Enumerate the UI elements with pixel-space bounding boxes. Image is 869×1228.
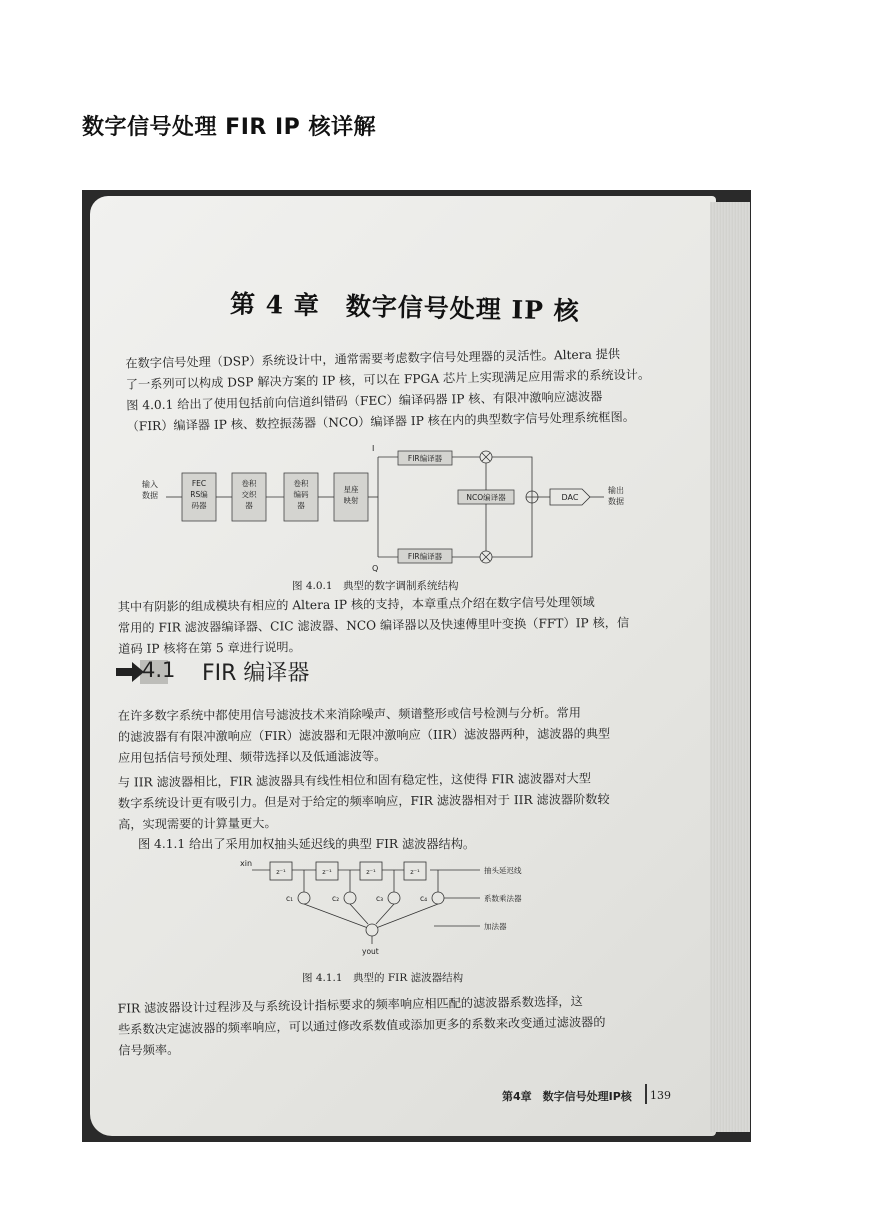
text-line: 与 IIR 滤波器相比，FIR 滤波器具有线性相位和固有稳定性，这使得 FIR 滤波器对大型 [117,771,591,790]
footer-divider [645,1084,647,1104]
conv-encoder-label: 卷积 [293,479,309,488]
text-line: 在数字信号处理（DSP）系统设计中，通常需要考虑数字信号处理器的灵活性。Altera 提供 [125,347,621,371]
multiplier [432,892,444,904]
section-number: 4.1 [142,658,176,682]
page-number: 139 [650,1089,671,1102]
book-photo [82,190,751,1142]
conv-encoder-label: 器 [297,501,305,510]
conv-encoder-label: 编码 [293,490,309,499]
intro-paragraph [125,342,707,437]
section-title: FIR 编译器 [202,661,310,686]
text-line: 高，实现需要的计算量更大。 [118,816,277,832]
input-label: 输入 [142,480,158,489]
tap-delay-label: 抽头延迟线 [484,866,522,875]
text-line: 的滤波器有有限冲激响应（FIR）滤波器和无限冲激响应（IIR）滤波器两种，滤波器的典型 [117,726,611,745]
delay-label: z⁻¹ [366,868,376,876]
coeff-label: c₂ [332,894,340,903]
paragraph-3 [118,702,708,769]
fir-bottom-label: FIR编译器 [407,552,443,561]
output-label: 数据 [608,497,624,506]
document-title: 数字信号处理 FIR IP 核详解 [82,115,376,140]
paragraph-2 [118,591,709,660]
mapper-label: 星座 [343,485,359,494]
chapter-title: 第 4 章 数字信号处理 IP 核 [229,289,580,326]
multiplier-label: 系数乘法器 [484,894,522,903]
fec-label: RS编 [190,490,208,499]
paragraph-4 [118,767,709,835]
text-line: 数字系统设计更有吸引力。但是对于给定的频率响应，FIR 滤波器相对于 IIR 滤波器阶数较 [117,792,610,811]
multiplier [344,892,356,904]
interleaver-label: 交织 [241,490,257,499]
dac-label: DAC [561,493,579,502]
fec-label: 码器 [191,501,207,510]
text-line: 常用的 FIR 滤波器编译器、CIC 滤波器、NCO 编译器以及快速傅里叶变换（FFT）IP 核，信 [117,615,630,636]
figure-caption: 图 4.0.1 典型的数字调制系统结构 [292,580,459,592]
i-label: I [372,444,375,453]
text-line: FIR 滤波器设计过程涉及与系统设计指标要求的频率响应相匹配的滤波器系数选择，这 [117,994,583,1016]
delay-label: z⁻¹ [322,868,332,876]
interleaver-label: 卷积 [241,479,257,488]
mapper-label: 映射 [343,496,359,505]
modulation-block-diagram [120,444,680,573]
coeff-label: c₁ [286,894,294,903]
adder [366,924,378,936]
interleaver-label: 器 [245,501,253,510]
paragraph-6 [118,989,713,1061]
adder-label: 加法器 [484,922,507,931]
xin-label: xin [240,859,253,868]
multiplier [298,892,310,904]
text-line: 了一系列可以构成 DSP 解决方案的 IP 核，可以在 FPGA 芯片上实现满足应用需求的系统设计。 [125,367,651,392]
page-edges [710,202,750,1132]
coeff-label: c₄ [420,894,428,903]
book-page [90,196,716,1136]
delay-label: z⁻¹ [276,868,286,876]
nco-label: NCO编译器 [466,493,506,502]
multiplier [388,892,400,904]
input-label: 数据 [142,491,158,500]
running-footer: 第4章 数字信号处理IP核 [502,1090,632,1103]
text-line: 应用包括信号预处理、频带选择以及低通滤波等。 [118,749,387,766]
fir-top-label: FIR编译器 [407,454,443,463]
text-line: 其中有阴影的组成模块有相应的 Altera IP 核的支持，本章重点介绍在数字信号处理领域 [117,595,595,615]
text-line: 在许多数字系统中都使用信号滤波技术来消除噪声、频谱整形或信号检测与分析。常用 [117,705,582,724]
text-line: 些系数决定滤波器的频率响应，可以通过修改系数值或添加更多的系数来改变通过滤波器的 [117,1015,606,1037]
paragraph-5: 图 4.1.1 给出了采用加权抽头延迟线的典型 FIR 滤波器结构。 [138,837,476,851]
text-line: 道码 IP 核将在第 5 章进行说明。 [118,640,301,657]
figure-caption: 图 4.1.1 典型的 FIR 滤波器结构 [302,972,464,984]
text-line: 图 4.0.1 给出了使用包括前向信道纠错码（FEC）编译码器 IP 核、有限冲激响应滤波器 [126,389,603,413]
fec-label: FEC [191,479,207,488]
output-label: 输出 [608,486,624,495]
text-line: （FIR）编译器 IP 核、数控振荡器（NCO）编译器 IP 核在内的典型数字信号处理系统框图。 [126,409,636,434]
yout-label: yout [362,947,379,956]
q-label: Q [372,564,379,573]
delay-label: z⁻¹ [410,868,420,876]
text-line: 信号频率。 [118,1042,180,1058]
coeff-label: c₃ [376,894,384,903]
fir-filter-diagram [240,856,540,956]
